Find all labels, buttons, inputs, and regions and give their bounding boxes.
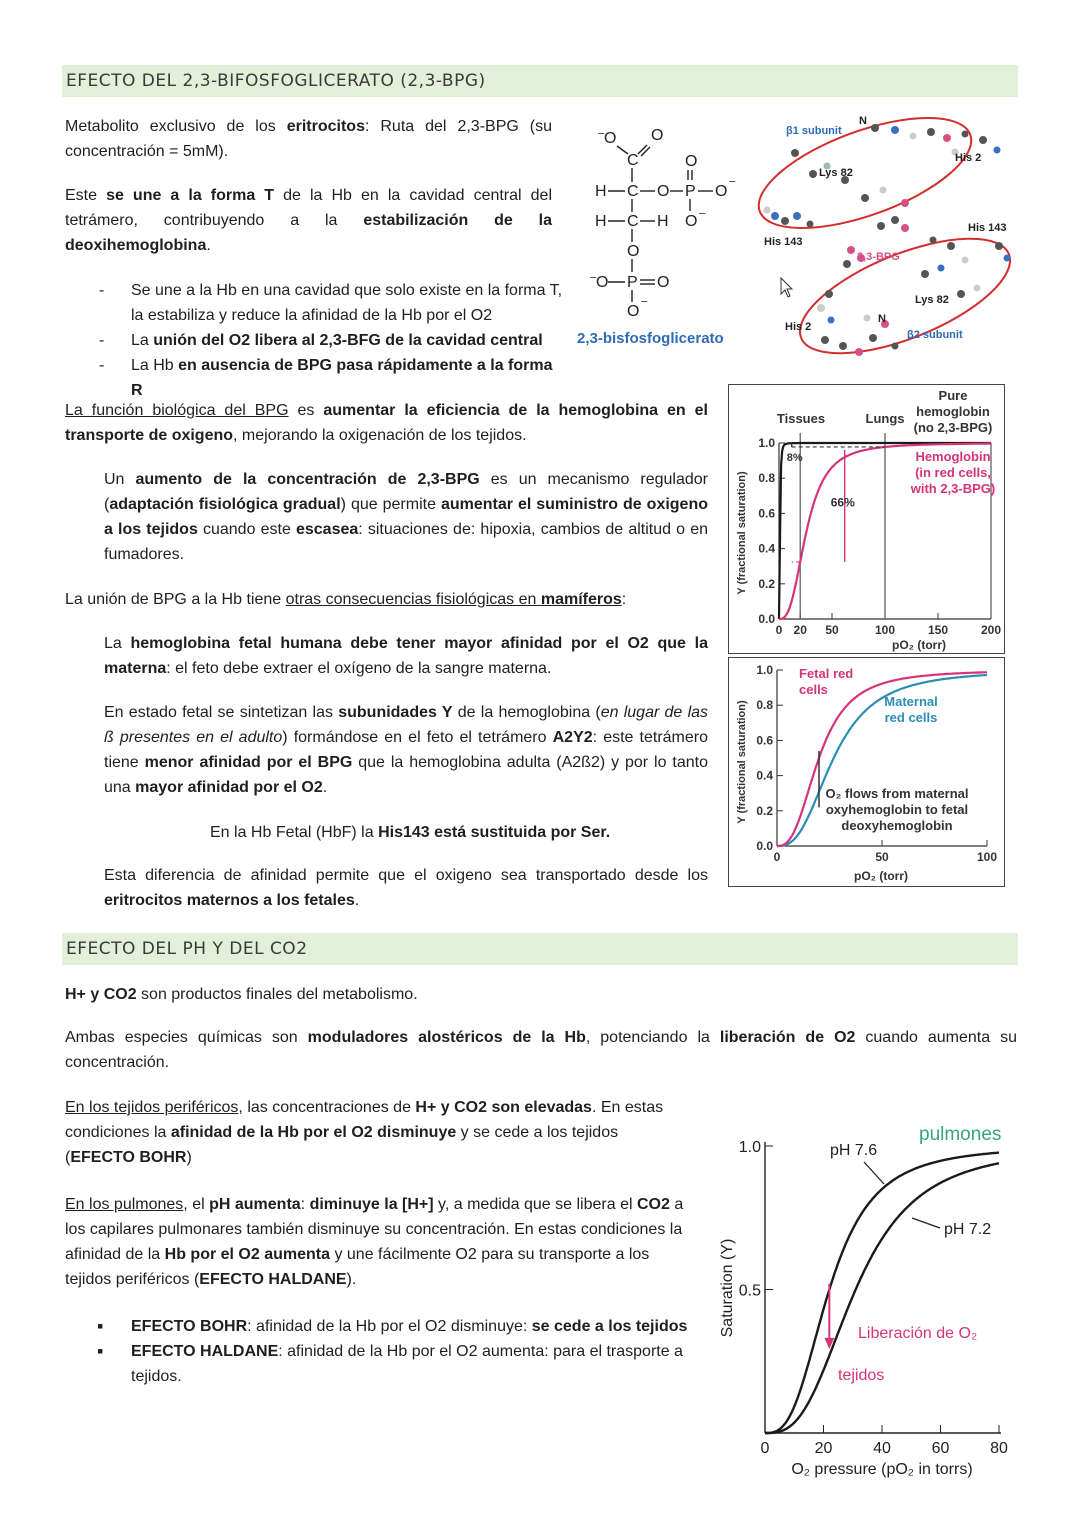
y-tick-label: 1.0 [758, 436, 775, 450]
nitrogen-label: N [859, 115, 867, 127]
y-tick-label: 0.8 [758, 471, 775, 486]
paragraph-pulmones: En los pulmones, el pH aumenta: diminuye la [H+] y, a medida que se libera el CO2 a los capilares pulmonares también disminuye su concentración. En estas condiciones la afinidad de la Hb por el O2 aumenta y une fácilmente O2 para su transporte a los tejidos periféricos (EFECTO HALDANE). [65, 1196, 684, 1288]
y-tick-label: 1.0 [756, 663, 773, 677]
paragraph-diferencia-afinidad: Esta diferencia de afinidad permite que el oxigeno sea transportado desde los eritrocitos maternos a los fetales. [104, 867, 708, 909]
beta1-subunit-label: β1 subunit [786, 125, 842, 137]
list-item: ▪ EFECTO HALDANE: afinidad de la Hb por el O2 aumenta: para el trasporte a tejidos. [65, 1339, 695, 1389]
chart-fetal-maternal [728, 657, 1005, 887]
atom-label: C [627, 213, 639, 230]
atom-label: ⁻ [597, 129, 606, 146]
ph76-pointer [864, 1162, 884, 1184]
atom-label: O [627, 303, 640, 320]
y-tick-label: 0.6 [758, 506, 775, 521]
y-tick-label: 0.4 [756, 768, 773, 783]
x-tick-label: 80 [990, 1440, 1008, 1457]
paragraph-moduladores: Ambas especies químicas son moduladores alostéricos de la Hb, potenciando la liberación de O2 cuando aumenta su concentración. [65, 1029, 1018, 1071]
series-line-ph76 [765, 1153, 999, 1433]
bpg-molecule-diagram [575, 110, 750, 355]
his2-label: His 2 [955, 152, 982, 164]
beta2-subunit-label: β2 subunit [907, 329, 963, 341]
paragraph-consecuencias: La unión de BPG a la Hb tiene otras consecuencias fisiológicas en mamíferos: [65, 591, 627, 608]
annotation-line: O₂ flows from maternal [825, 786, 969, 801]
paragraph-aumento-bpg: Un aumento de la concentración de 2,3-BPG es un mecanismo regulador (adaptación fisiológica gradual) que permite aumentar el suministro de oxigeno a los tejidos cuando este escasea: situaciones de: hipoxia, cambios de altitud o en fumadores. [104, 471, 709, 563]
x-tick-label: 40 [873, 1440, 891, 1457]
atom-label: P [685, 183, 696, 200]
atom-label: H [595, 183, 607, 200]
lys82-label: Lys 82 [915, 294, 949, 306]
his143-label: His 143 [968, 222, 1007, 234]
y-tick-label: 0.0 [756, 839, 773, 853]
y-tick-label: 0.2 [756, 803, 773, 818]
nitrogen-label: N [878, 313, 886, 325]
legend-maternal-line: Maternal [884, 694, 938, 709]
atom-label: C [627, 183, 639, 200]
x-axis-label: pO₂ (torr) [854, 869, 908, 883]
x-tick-label: 60 [931, 1440, 950, 1457]
atom-label: C [627, 152, 639, 169]
paragraph-funcion-biologica: La función biológica del BPG es aumentar la eficiencia de la hemoglobina en el transporte de oxigeno, mejorando la oxigenación de los tejidos. [65, 402, 709, 444]
efectos-bullet-list [65, 1314, 695, 1389]
list-item: - Se une a la Hb en una cavidad que solo existe en la forma T, la estabiliza y reduce la afinidad de la Hb por el O2 [65, 278, 565, 328]
series-label-ph76: pH 7.6 [830, 1142, 878, 1159]
section-header-bpg: EFECTO DEL 2,3-BIFOSFOGLICERATO (2,3-BPG) [62, 65, 1018, 97]
atom-label: O [627, 243, 640, 260]
paragraph-his143: En la Hb Fetal (HbF) la His143 está sustituida por Ser. [210, 824, 611, 841]
paragraph-productos-finales: H+ y CO2 son productos finales del metabolismo. [65, 986, 418, 1003]
x-tick-label: 20 [814, 1440, 833, 1457]
hb-bpg-binding-structure [755, 108, 1020, 360]
y-tick-label: 0.0 [758, 612, 775, 626]
chart-ph-bohr [712, 1118, 1020, 1488]
legend-pure-line: (no 2,3-BPG) [913, 420, 993, 435]
lungs-label: Lungs [865, 411, 905, 426]
x-tick-label: 0 [775, 623, 783, 637]
atom-label: ⁻ [728, 177, 737, 194]
section-header-ph-co2: EFECTO DEL PH Y DEL CO2 [62, 933, 1018, 965]
series-label-ph72: pH 7.2 [944, 1221, 992, 1238]
atom-label: H [595, 213, 607, 230]
bpg-bullet-list [65, 278, 565, 403]
chart-bpg-saturation [728, 384, 1005, 654]
x-tick-label: 100 [874, 623, 896, 637]
x-tick-label: 100 [976, 850, 998, 864]
paragraph-metabolito: Metabolito exclusivo de los eritrocitos: Ruta del 2,3-BPG (su concentración = 5mM). [65, 118, 552, 160]
y-tick-label: 0.6 [756, 733, 773, 748]
x-tick-label: 20 [793, 623, 807, 637]
atom-label: O [657, 274, 670, 291]
y-tick-label: 0.4 [758, 541, 775, 556]
list-item: ▪ EFECTO BOHR: afinidad de la Hb por el O2 disminuye: se cede a los tejidos [65, 1314, 695, 1339]
x-tick-label: 200 [980, 623, 1002, 637]
y-tick-label: 1.0 [738, 1139, 761, 1156]
list-item: - La Hb en ausencia de BPG pasa rápidamente a la forma R [65, 353, 565, 403]
x-tick-label: 150 [927, 623, 949, 637]
y-tick-label: 0.8 [756, 698, 773, 713]
legend-pure-line: hemoglobin [916, 404, 990, 419]
y-axis-label: Y (fractional saturation) [736, 700, 748, 824]
molecule-caption: 2,3-bisfosfoglicerato [577, 330, 724, 347]
paragraph-estado-fetal: En estado fetal se sintetizan las subunidades Y de la hemoglobina (en lugar de las ß presentes en el adulto) formándose en el feto el tetrámero A2Y2: este tetrámero tiene menor afinidad por el BPG que la hemoglobina adulta (A2ß2) y por lo tanto una mayor afinidad por el O2. [104, 704, 709, 796]
legend-red-cells-line: with 2,3-BPG) [910, 481, 996, 496]
annotation-line: oxyhemoglobin to fetal [825, 802, 969, 817]
atom-label: O [685, 153, 698, 170]
x-tick-label: 0 [773, 850, 781, 864]
lys82-label: Lys 82 [819, 167, 853, 179]
atom-label: O [596, 274, 609, 291]
pct66-label: 66% [830, 495, 855, 510]
list-item: - La unión del O2 libera al 2,3-BFG de la cavidad central [65, 328, 565, 353]
atom-label: O [604, 130, 617, 147]
paragraph-se-une: Este se une a la forma T de la Hb en la cavidad central del tetrámero, contribuyendo a la estabilización de la deoxihemoglobina. [65, 187, 553, 254]
y-tick-label: 0.5 [738, 1282, 761, 1300]
legend-fetal-line: Fetal red [799, 666, 854, 681]
atom-label: O [651, 127, 664, 144]
x-tick-label: 0 [760, 1440, 770, 1457]
his143-label: His 143 [764, 236, 803, 248]
y-tick-label: 0.2 [758, 576, 775, 591]
tejidos-label: tejidos [838, 1367, 885, 1384]
annotation-line: deoxyhemoglobin [841, 818, 953, 833]
ph72-pointer [912, 1218, 940, 1228]
paragraph-tejidos-perifericos: En los tejidos periféricos, las concentraciones de H+ y CO2 son elevadas. En estas condiciones la afinidad de la Hb por el O2 disminuye y se cede a los tejidos (EFECTO BOHR) [65, 1099, 664, 1166]
legend-red-cells-line: Hemoglobin [915, 449, 991, 464]
atom-label: O [657, 183, 670, 200]
atom-label: ⁻ [589, 273, 598, 290]
legend-fetal-line: cells [799, 682, 828, 697]
x-tick-label: 50 [825, 623, 839, 637]
atom-label: ⁻ [698, 209, 707, 226]
atom-label: O [715, 183, 728, 200]
x-axis-label: O₂ pressure (pO₂ in torrs) [791, 1461, 973, 1478]
atom-label: ⁻ [640, 297, 649, 314]
atom-label: P [627, 274, 638, 291]
beta2-outline [785, 215, 1020, 360]
tissues-label: Tissues [776, 411, 826, 426]
bpg-label: 2,3-BPG [857, 251, 900, 263]
x-tick-label: 50 [875, 850, 889, 864]
his2-label: His 2 [785, 321, 812, 333]
liberacion-label: Liberación de O₂ [858, 1325, 978, 1342]
y-axis-label: Y (fractional saturation) [736, 471, 748, 595]
atom-label: O [685, 213, 698, 230]
x-axis-label: pO₂ (torr) [892, 638, 946, 652]
y-axis-label: Saturation (Y) [719, 1238, 736, 1338]
cursor-icon [781, 278, 792, 297]
legend-maternal-line: red cells [884, 710, 938, 725]
pct8-label: 8% [786, 451, 803, 464]
legend-pure-line: Pure [938, 388, 968, 403]
atom-label: H [657, 213, 669, 230]
paragraph-hb-fetal: La hemoglobina fetal humana debe tener mayor afinidad por el O2 que la materna: el feto debe extraer el oxígeno de la sangre materna. [104, 635, 708, 677]
pulmones-label: pulmones [919, 1124, 1002, 1145]
legend-red-cells-line: (in red cells, [915, 465, 991, 480]
